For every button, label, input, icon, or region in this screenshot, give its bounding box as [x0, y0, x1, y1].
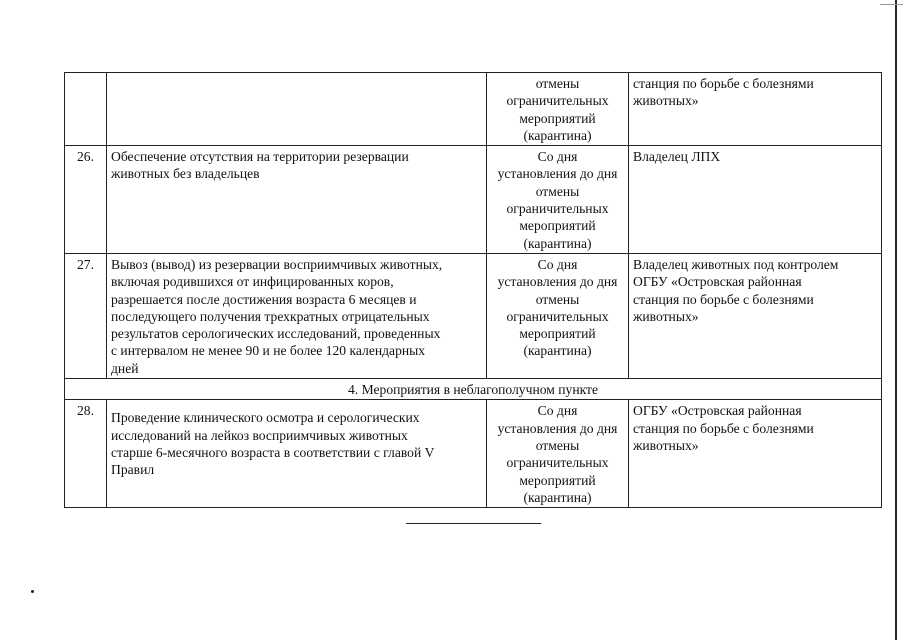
row-number: 26. — [65, 146, 107, 254]
term-line: Со дня — [537, 149, 578, 165]
term-line: ограничительных — [506, 455, 609, 471]
measures-table — [64, 72, 882, 508]
row-responsible — [629, 253, 882, 378]
row-action — [107, 146, 487, 254]
section-heading: 4. Мероприятия в неблагополучном пункте — [65, 379, 882, 400]
row-term — [487, 253, 629, 378]
action-line: старше 6-месячного возраста в соответствии с главой V — [111, 444, 435, 460]
closing-rule-line — [406, 523, 541, 524]
row-responsible — [629, 146, 882, 254]
row-number: 28. — [65, 400, 107, 508]
term-line: Со дня — [537, 403, 578, 419]
term-line: мероприятий — [519, 110, 596, 126]
responsible-line: станция по борьбе с болезнями — [633, 420, 814, 436]
term-line: мероприятий — [519, 326, 596, 342]
row-action — [107, 253, 487, 378]
action-line: животных без владельцев — [111, 166, 260, 182]
row-responsible — [629, 73, 882, 146]
action-line: разрешается после достижения возраста 6 месяцев и — [111, 291, 417, 307]
table-row — [65, 73, 882, 146]
row-term — [487, 400, 629, 508]
page-edge-shadow — [895, 0, 897, 640]
row-term — [487, 73, 629, 146]
row-action — [107, 400, 487, 508]
action-line: Обеспечение отсутствия на территории резервации — [111, 149, 409, 165]
responsible-line: ОГБУ «Островская районная — [633, 274, 802, 290]
row-action — [107, 73, 487, 146]
action-line: результатов серологических исследований, проведенных — [111, 326, 441, 342]
section-row — [65, 379, 882, 400]
action-line: исследований на лейкоз восприимчивых животных — [111, 427, 408, 443]
action-line: включая родившихся от инфицированных коров, — [111, 274, 394, 290]
responsible-line: животных» — [633, 437, 699, 453]
term-line: отмены — [535, 437, 580, 453]
responsible-line: ОГБУ «Островская районная — [633, 403, 802, 419]
responsible-line: станция по борьбе с болезнями — [633, 291, 814, 307]
table-row — [65, 253, 882, 378]
row-number: 27. — [65, 253, 107, 378]
action-line: дней — [111, 360, 139, 376]
action-line: последующего получения трехкратных отрицательных — [111, 308, 430, 324]
term-line: Со дня — [537, 256, 578, 272]
scan-speck — [31, 590, 34, 593]
term-line: мероприятий — [519, 218, 596, 234]
action-line: Правил — [111, 462, 155, 478]
term-line: ограничительных — [506, 93, 609, 109]
page-corner-mark — [880, 4, 903, 5]
row-number — [65, 73, 107, 146]
term-line: (карантина) — [523, 235, 592, 251]
responsible-line: животных» — [633, 93, 699, 109]
term-line: ограничительных — [506, 308, 609, 324]
term-line: отмены — [535, 76, 580, 91]
term-line: отмены — [535, 183, 580, 199]
action-line: Проведение клинического осмотра и серологических — [111, 410, 420, 426]
row-term — [487, 146, 629, 254]
term-line: установления до дня — [497, 166, 618, 182]
term-line: мероприятий — [519, 472, 596, 488]
term-line: (карантина) — [523, 127, 592, 143]
term-line: отмены — [535, 291, 580, 307]
row-responsible — [629, 400, 882, 508]
responsible-line: станция по борьбе с болезнями — [633, 76, 814, 91]
responsible-line: Владелец животных под контролем — [633, 256, 839, 272]
table-row — [65, 146, 882, 254]
responsible-line: Владелец ЛПХ — [633, 149, 721, 165]
term-line: установления до дня — [497, 274, 618, 290]
action-line: Вывоз (вывод) из резервации восприимчивых животных, — [111, 256, 443, 272]
table-row — [65, 400, 882, 508]
term-line: установления до дня — [497, 420, 618, 436]
term-line: ограничительных — [506, 201, 609, 217]
action-line: с интервалом не менее 90 и не более 120 календарных — [111, 343, 426, 359]
term-line: (карантина) — [523, 489, 592, 505]
responsible-line: животных» — [633, 308, 699, 324]
term-line: (карантина) — [523, 343, 592, 359]
